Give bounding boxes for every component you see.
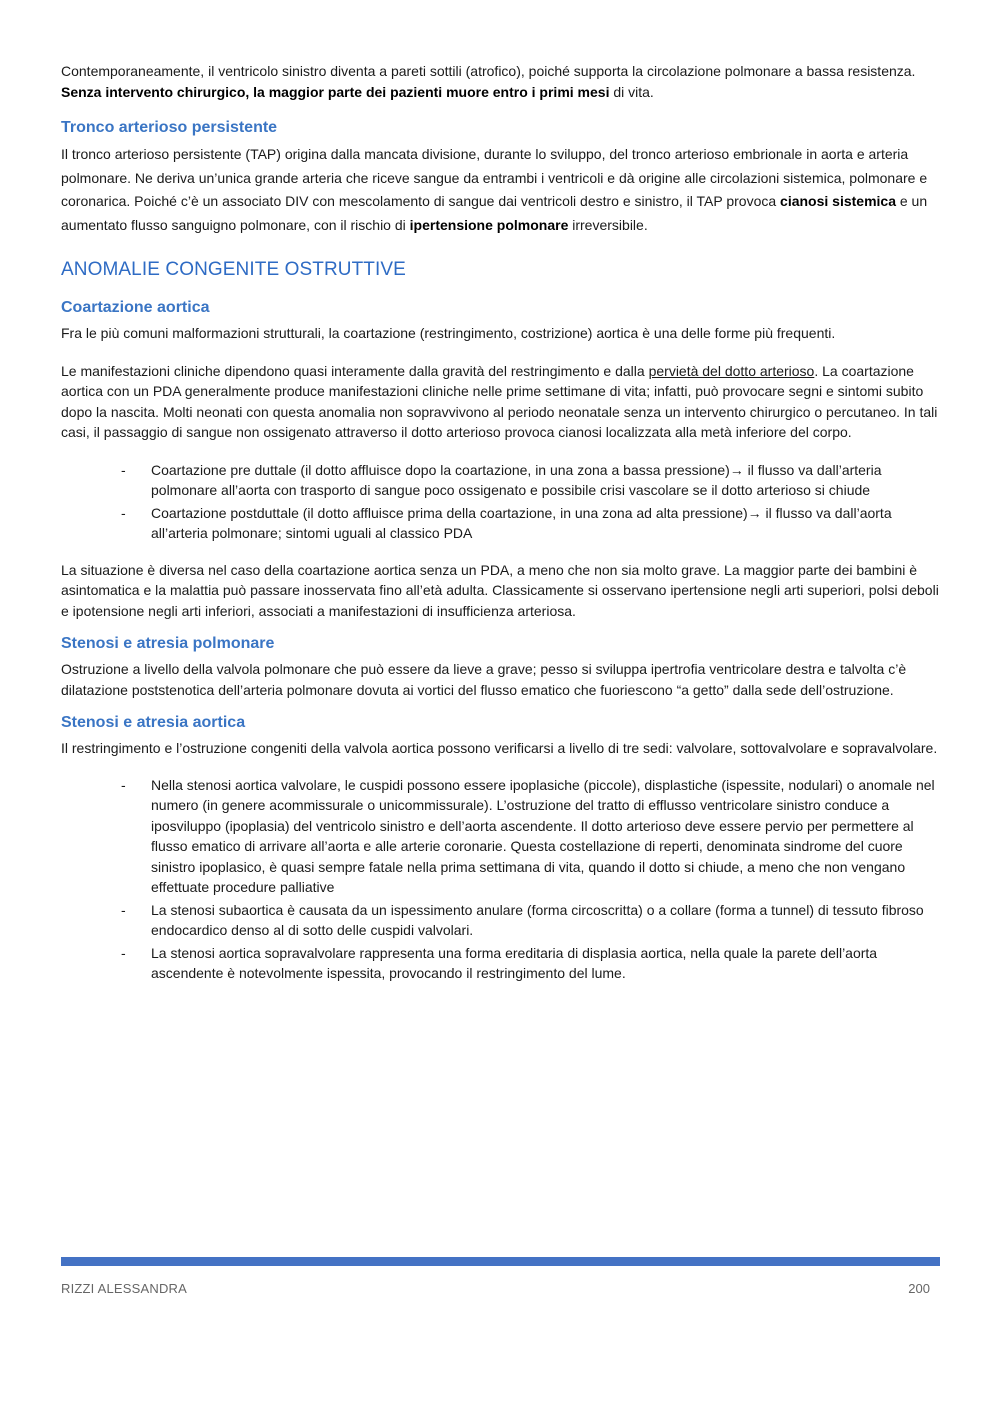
- coartazione-paragraph-1: Fra le più comuni malformazioni strutturali, la coartazione (restringimento, costrizione) aortica è una delle forme più frequenti.: [61, 325, 836, 341]
- tap-bold-cianosi: cianosi sistemica: [780, 193, 896, 209]
- heading-stenosi-polmonare: Stenosi e atresia polmonare: [61, 635, 275, 652]
- coartazione-list: [61, 460, 941, 544]
- coartazione-p2-text: Le manifestazioni cliniche dipendono quasi interamente dalla gravità del restringimento e dalla: [61, 362, 649, 379]
- aortica-paragraph: Il restringimento e l’ostruzione congeniti della valvola aortica possono verificarsi a livello di tre sedi: valvolare, sottovalvolare e sopravalvolare.: [61, 740, 938, 756]
- page-body: [61, 61, 941, 1000]
- list-item: [61, 943, 941, 984]
- dash-marker: -: [121, 504, 126, 521]
- list-item: [61, 503, 941, 544]
- pervieta-underlined-text: pervietà del dotto arterioso: [648, 362, 815, 379]
- list-item: [61, 460, 941, 501]
- heading-stenosi-aortica: Stenosi e atresia aortica: [61, 714, 246, 731]
- polmonare-paragraph: Ostruzione a livello della valvola polmonare che può essere da lieve a grave; pesso si sviluppa ipertrofia ventricolare destra e talvolta c’è dilatazione poststenotica dell’arteria polmonare dovuta ai vortici del flusso ematico che fuoriescono “a getto” dalla sede dell’ostruzione.: [61, 661, 907, 698]
- list-item-text: Coartazione pre duttale (il dotto affluisce dopo la coartazione, in una zona a bassa pressione)→ il flusso va dall’arteria polmonare all’aorta con trasporto di sangue poco ossigenato e possibile crisi vascolare se il dotto arterioso si chiude: [151, 461, 882, 498]
- tap-text-2: e un aumentato flusso sanguigno polmonare, con il rischio di: [61, 193, 928, 233]
- list-item-text: La stenosi aortica sopravalvolare rappresenta una forma ereditaria di displasia aortica, nella quale la parete dell’aorta ascendente è notevolmente ispessita, provocando il restringimento del lume.: [151, 944, 878, 981]
- heading-tronco-arterioso: Tronco arterioso persistente: [61, 119, 278, 136]
- tap-paragraph: [61, 143, 941, 237]
- list-item: [61, 775, 941, 898]
- list-item-text: La stenosi subaortica è causata da un ispessimento anulare (forma circoscritta) o a collare (forma a tunnel) di tessuto fibroso endocardico denso al di sotto delle cuspidi valvolari.: [151, 901, 924, 938]
- dash-marker: -: [121, 901, 126, 918]
- dash-marker: -: [121, 944, 126, 961]
- intro-text: Contemporaneamente, il ventricolo sinistro diventa a pareti sottili (atrofico), poiché supporta la circolazione polmonare a bassa resistenza.: [61, 63, 916, 79]
- coartazione-p2-text-end: . La coartazione aortica con un PDA generalmente produce manifestazioni cliniche nelle prime settimane di vita; infatti, può provocare segni e sintomi subito dopo la nascita. Molti neonati con questa anomalia non sopravvivono al periodo neonatale senza un intervento chirurgico o percutaneo. In tali casi, il passaggio di sangue non ossigenato attraverso il dotto arterioso provoca cianosi localizzata alla metà inferiore del corpo.: [61, 362, 938, 440]
- tap-text-3: irreversibile.: [568, 216, 648, 233]
- page-number: 200: [908, 1281, 930, 1296]
- list-item: [61, 900, 941, 941]
- aortica-list: [61, 775, 941, 984]
- tap-bold-ipertensione: ipertensione polmonare: [409, 216, 569, 233]
- list-item-text: Nella stenosi aortica valvolare, le cuspidi possono essere ipoplasiche (piccole), displastiche (ispessite, nodulari) o anomale nel numero (in genere acommissurale o unicommissurale). L’ostruzione del tratto di efflusso ventricolare sinistro conduce a iposviluppo (ipoplasia) del ventricolo sinistro e dell’aorta ascendente. Il dotto arterioso deve essere pervio per permettere al flusso ematico di arrivare all’aorta e alle arterie coronarie. Questa costellazione di reperti, denominata sindrome del cuore sinistro ipoplasico, è quasi sempre fatale nella prima settimana di vita, quando il dotto si chiude, a meno che non vengano effettuate procedure palliative: [151, 776, 935, 895]
- intro-paragraph: [61, 61, 941, 102]
- coartazione-paragraph-3: La situazione è diversa nel caso della coartazione aortica senza un PDA, a meno che non sia molto grave. La maggior parte dei bambini è asintomatica e la malattia può passare inosservata fino all’età adulta. Classicamente si osservano ipertensione negli arti superiori, polsi deboli e ipotensione negli arti inferiori, associati a manifestazioni di insufficienza arteriosa.: [61, 561, 939, 619]
- footer-rule: [61, 1257, 940, 1266]
- heading-coartazione: Coartazione aortica: [61, 299, 210, 316]
- footer-author: RIZZI ALESSANDRA: [61, 1281, 188, 1296]
- section-title: ANOMALIE CONGENITE OSTRUTTIVE: [61, 259, 406, 280]
- list-item-text: Coartazione postduttale (il dotto affluisce prima della coartazione, in una zona ad alta pressione)→ il flusso va dall’aorta all’arteria polmonare; sintomi uguali al classico PDA: [151, 504, 892, 541]
- intro-bold-text: Senza intervento chirurgico, la maggior parte dei pazienti muore entro i primi mesi: [61, 83, 610, 100]
- dash-marker: -: [121, 461, 126, 478]
- tap-text-1: Il tronco arterioso persistente (TAP) origina dalla mancata divisione, durante lo sviluppo, del tronco arterioso embrionale in aorta e arteria polmonare. Ne deriva un’unica grande arteria che riceve sangue da entrambi i ventricoli e dà origine alle circolazioni sistemica, polmonare e coronarica. Poiché c’è un associato DIV con mescolamento di sangue dai ventricoli destro e sinistro, il TAP provoca: [61, 146, 928, 209]
- dash-marker: -: [121, 776, 126, 793]
- intro-text-end: di vita.: [609, 83, 654, 100]
- coartazione-paragraph-2: [61, 361, 941, 443]
